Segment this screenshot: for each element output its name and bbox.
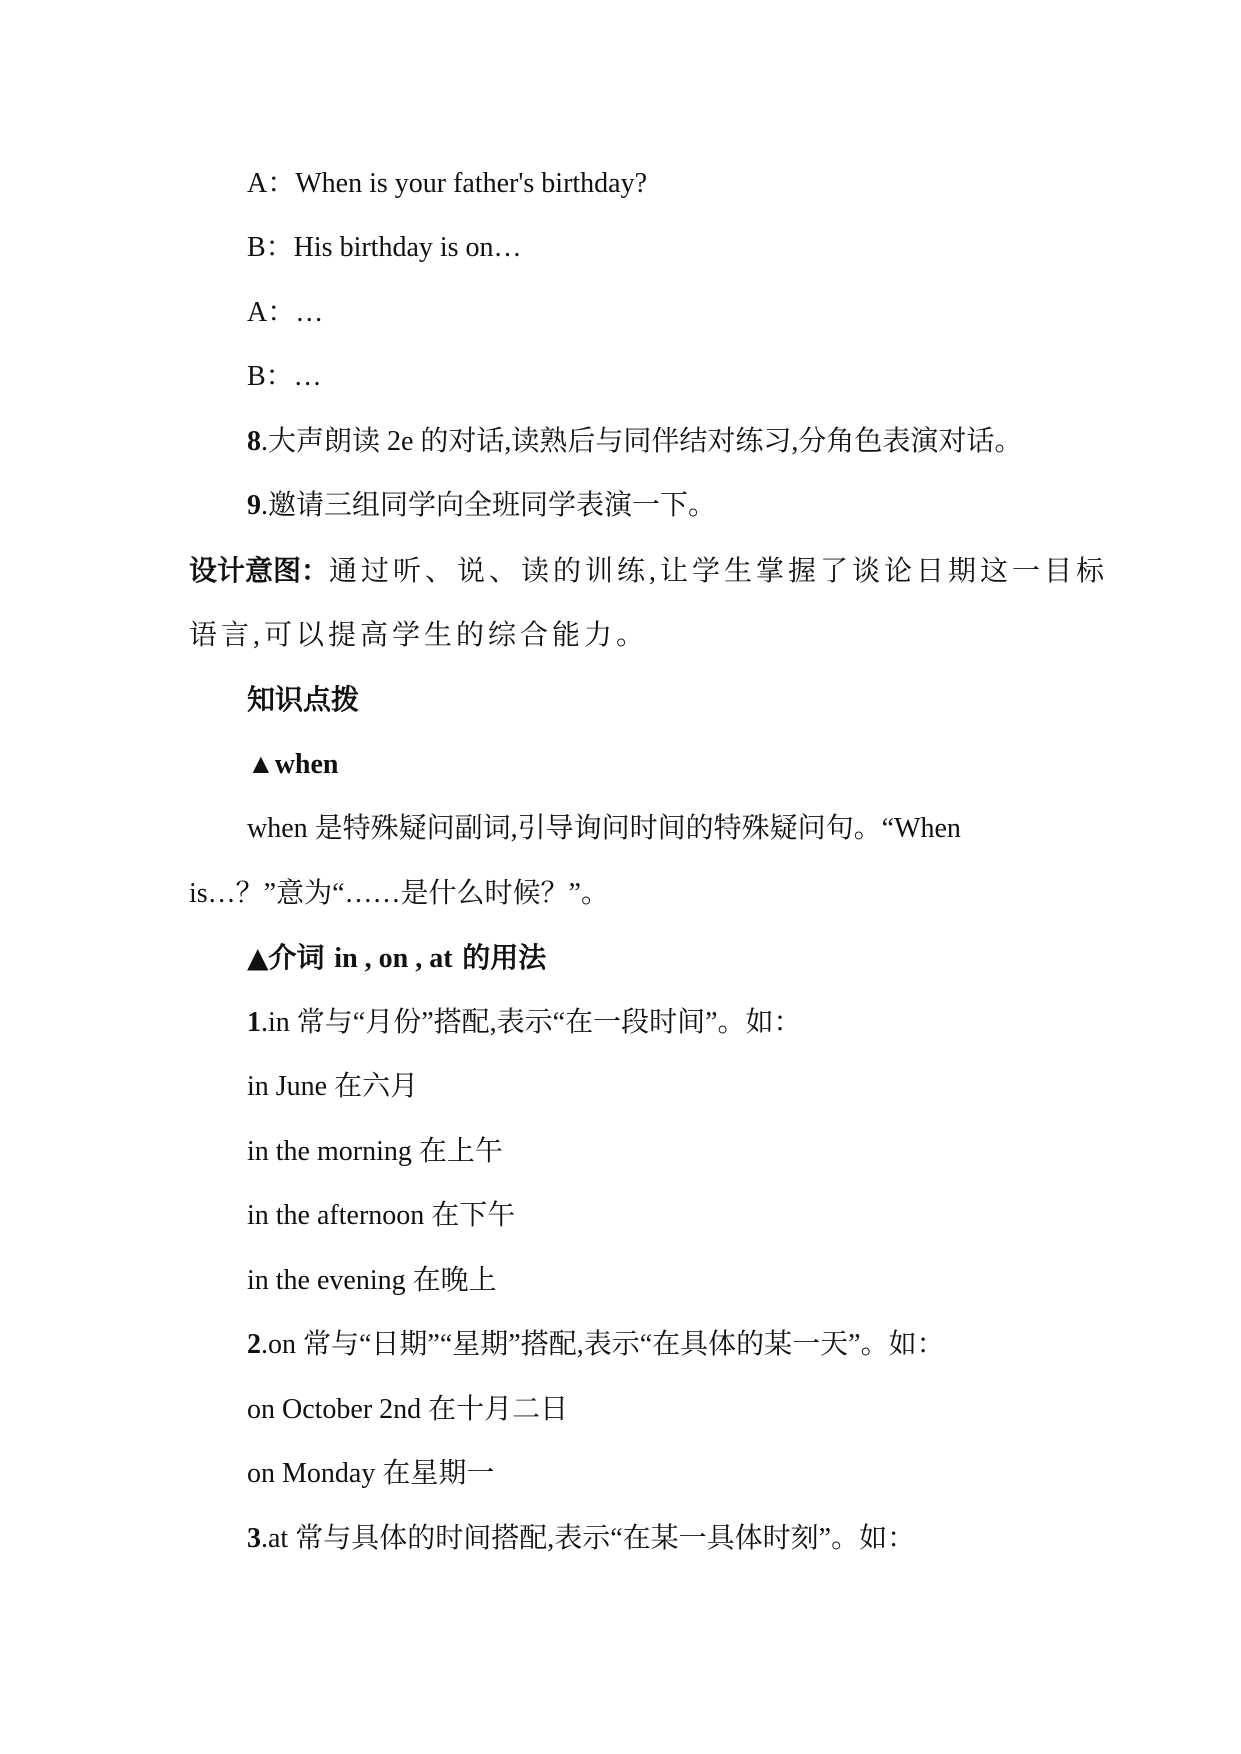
design-intent-line-1	[189, 553, 1108, 590]
example-line: in June 在六月	[247, 1071, 419, 1102]
item-2-number: 2	[247, 1329, 261, 1360]
item-1-number: 1	[247, 1007, 261, 1038]
step-8	[247, 424, 1022, 460]
example-line: on Monday 在星期一	[247, 1458, 495, 1489]
step-9-number: 9	[247, 490, 261, 521]
design-intent-label: 设计意图：	[189, 554, 330, 587]
dialogue-line-a1: A：When is your father's birthday?	[247, 168, 648, 199]
prepositions-heading	[247, 940, 546, 977]
when-heading: ▲when	[247, 749, 339, 780]
step-9	[247, 488, 716, 524]
dialogue-line-b2: B：…	[247, 361, 322, 392]
item-1-text: .in 常与“月份”搭配,表示“在一段时间”。如：	[261, 1007, 802, 1038]
item-2-text: .on 常与“日期”“星期”搭配,表示“在具体的某一天”。如：	[261, 1329, 945, 1360]
item-3-number: 3	[247, 1523, 261, 1554]
dialogue-line-b1: B：His birthday is on…	[247, 232, 522, 263]
when-text-line-2: is…？”意为“……是什么时候？”。	[189, 878, 609, 909]
step-8-text: .大声朗读 2e 的对话,读熟后与同伴结对练习,分角色表演对话。	[261, 426, 1023, 457]
item-3	[247, 1521, 915, 1557]
prepositions-heading-words: in , on , at	[334, 943, 453, 974]
example-line: in the evening 在晚上	[247, 1265, 497, 1296]
example-line: in the afternoon 在下午	[247, 1200, 516, 1231]
knowledge-heading: 知识点拨	[247, 683, 360, 716]
example-line: in the morning 在上午	[247, 1136, 503, 1167]
item-3-text: .at 常与具体的时间搭配,表示“在某一具体时刻”。如：	[261, 1523, 916, 1554]
example-line: on October 2nd 在十月二日	[247, 1394, 569, 1425]
dialogue-line-a2: A：…	[247, 297, 324, 328]
step-9-text: .邀请三组同学向全班同学表演一下。	[261, 490, 717, 521]
design-intent-text-1: 通过听、说、读的训练,让学生掌握了谈论日期这一目标	[329, 556, 1109, 587]
design-intent-line-2: 语言,可以提高学生的综合能力。	[189, 620, 649, 651]
item-1	[247, 1005, 802, 1041]
item-2	[247, 1327, 945, 1363]
prepositions-heading-prefix: ▲介词	[247, 941, 335, 974]
when-text-line-1: when 是特殊疑问副词,引导询问时间的特殊疑问句。“When	[247, 813, 961, 844]
prepositions-heading-suffix: 的用法	[452, 941, 547, 974]
step-8-number: 8	[247, 426, 261, 457]
